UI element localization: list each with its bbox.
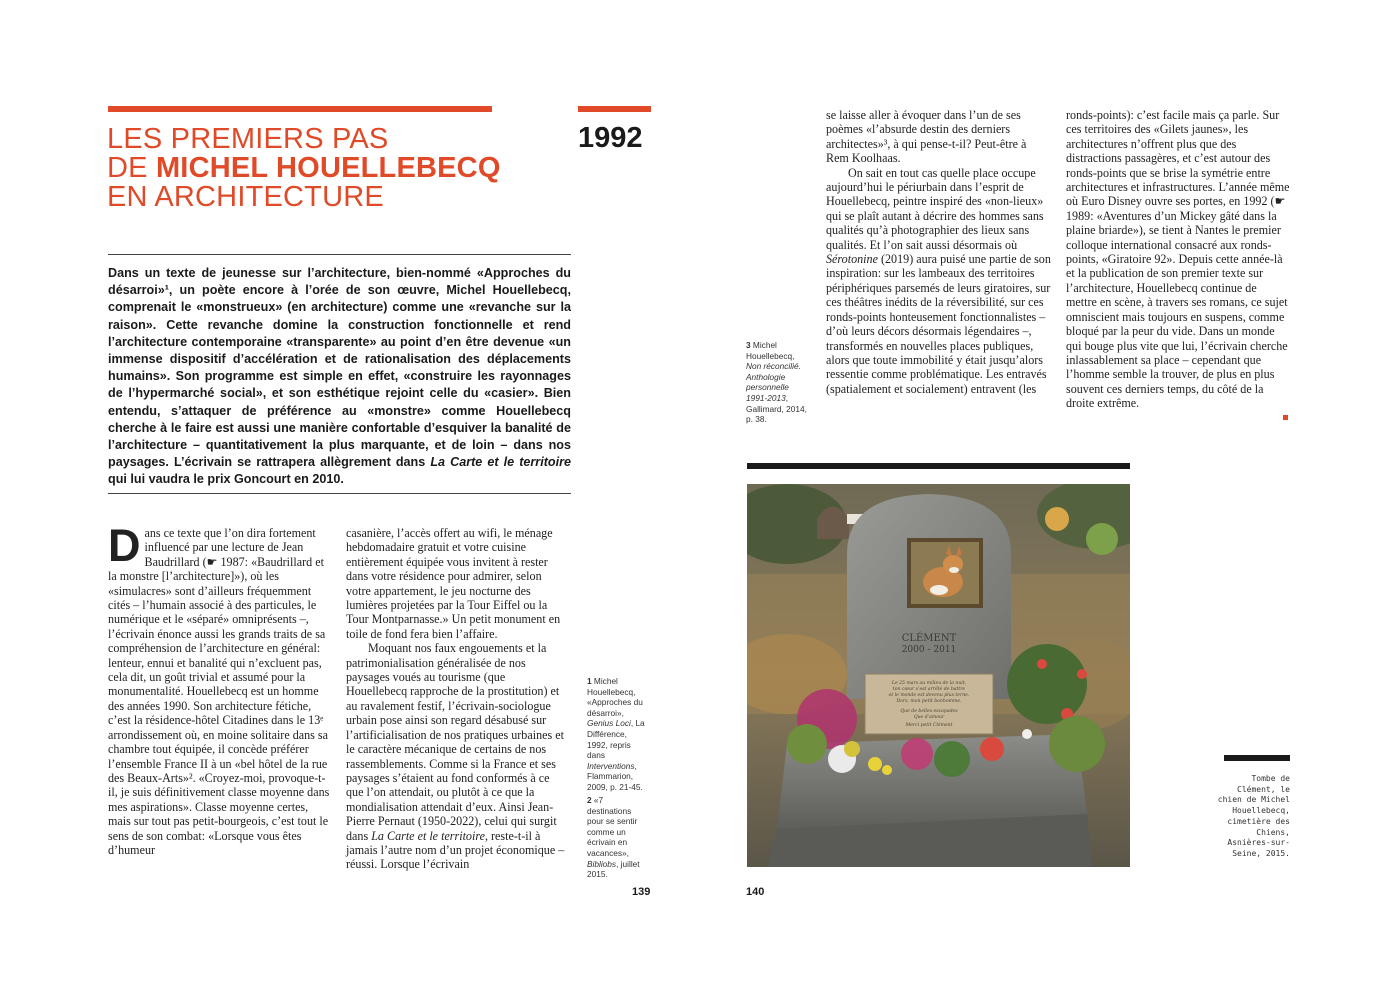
plaque-line-2: ton cœur s’est arrêté de battre	[892, 687, 966, 692]
footnote-2: 2 «7 destinations pour se sentir comme un écrivain en vacances», Bibliobs, juillet 2015.	[587, 795, 640, 880]
plaque-line-1: Le 25 mars au milieu de la nuit,	[891, 681, 967, 686]
title-line-2: DE MICHEL HOUELLEBECQ	[107, 152, 501, 184]
year-label: 1992	[578, 122, 643, 154]
plaque-line-5: Que de belles escapades	[900, 709, 958, 714]
title-line-3: EN ARCHITECTURE	[107, 181, 384, 213]
photo-caption: Tombe de Clément, le chien de Michel Houellebecq, cimetière des Chiens, Asnières-sur-Seine, 2015.	[1217, 774, 1290, 858]
body-column-3: se laisse aller à évoquer dans l’un de ses poèmes «l’absurde destin des derniers architectes»³, à qui pense-t-il? Peut-être à Rem Koolhaas. On sait en tout cas quelle place occupe aujourd’hui le périurbain dans l’esprit de Houellebecq, peintre inspiré des «non-lieux» qui se plaît autant à décrire des hommes sans qualités qu’à photographier des lieux sans qualités. Et l’on sait aussi désormais où Sérotonine (2019) aura puisé une partie de son inspiration: sur les lambeaux des territoires périphériques parsemés de leurs giratoires, sur ces théâtres inédits de la réversibilité, sur ces ronds-points honteusement fonctionnalistes – d’où leurs décors désormais légendaires –, transformés en nouvelles places publiques, alors que toute immobilité y était jusqu’alors ressentie comme problématique. Les entravés (spatialement et socialement) entravent (les	[826, 108, 1051, 396]
page-number-right: 140	[746, 886, 765, 898]
page-title	[107, 125, 527, 212]
plaque-line-6: Que d’amour	[913, 715, 945, 720]
year-rule	[578, 106, 651, 112]
body-column-1: Dans ce texte que l’on dira fortement influencé par une lecture de Jean Baudrillard (☛ 1987: «Baudrillard et la monstre [l’architecture]»), où les «simulacres» sont d’ailleurs fréquemment cités – l’humain associé à des particules, le numérique et le «séparé» omniprésents –, l’écrivain énonce aussi les grands traits de sa compréhension de l’architecture en général: lenteur, ennui et banalité qui n’excluent pas, cela dit, un goût trivial et assumé pour la monumentalité. Houellebecq est un homme des années 1990. Son architecture fétiche, c’est la résidence-hôtel Citadines dans le 13ᵉ arrondissement où, en moine solitaire dans sa chambre tout équipée, il concède préférer l’ensemble France II à un «bel hôtel de la rue des Beaux-Arts»². «Croyez-moi, provoque-t-il, je suis définitivement classe moyenne dans mes aspirations». Classe moyenne certes, mais sur tout pas petit-bourgeois, c’est tout le sens de son combat: «Lorsque vous êtes d’humeur	[108, 520, 330, 857]
author-name: MICHEL HOUELLEBECQ	[155, 152, 501, 184]
photo-rule	[747, 463, 1130, 469]
body-column-4: ronds-points): c’est facile mais ça parle. Sur ces territoires des «Gilets jaunes», les architectures n’offrent plus que des distractions passagères, et c’est autour des ronds-points que se brise la symétrie entre architectures et infrastructures. L’année même où Euro Disney ouvre ses portes, en 1992 (☛ 1989: «Aventures d’un Mickey gâté dans la plaine briarde»), se tient à Nantes le premier colloque international consacré aux ronds-points, «Giratoire 92». Depuis cette année-là et la publication de son premier texte sur l’architecture, Houellebecq continue de mettre en scène, à travers ses romans, ce sujet omniscient mais toujours en suspens, comme bloqué par la peur du vide. Dans un monde qui bouge plus vite que lui, l’écrivain cherche inlassablement sa place – cependant que l’homme semble la trouver, de plus en plus souvent ces derniers temps, du côté de la droite extrême.	[1066, 108, 1290, 411]
title-line-1: LES PREMIERS PAS	[107, 123, 389, 155]
caption-rule	[1224, 755, 1290, 761]
photo-tombstone	[747, 484, 1130, 867]
chapo-top-rule	[108, 254, 571, 255]
tombstone-illustration	[747, 484, 1130, 867]
stone-name: CLÉMENT	[901, 633, 957, 644]
col2-paragraph: Moquant nos faux engouements et la patrimonialisation généralisée de nos paysages voués au tourisme (que Houellebecq rapproche de la prostitution) et au ravalement festif, l’écrivain-sociologue urbain pose ainsi son regard désabusé sur l’artificialisation de nos pratiques urbaines et le caractère mécanique de certains de nos rassemblements. Comme si la France et ses paysages s’étaient au fond conformés à ce que l’on attendait, ou plutôt à ce que la mondialisation attendait d’eux. Ainsi Jean-Pierre Pernaut (1950-2022), celui qui surgit dans La Carte et le territoire, reste-t-il à jamais l’autre nom d’un projet économique – réussi. Lorsque l’écrivain	[346, 641, 565, 872]
plaque-line-3: et le monde est devenu plus terne.	[888, 693, 970, 698]
plaque-line-4: Dors, mon petit bonhomme.	[896, 699, 962, 704]
footnote-1: 1 Michel Houellebecq, «Approches du désarroi», Genius Loci, La Différence, 1992, repris dans Interventions, Flammarion, 2009, p. 21-45.	[587, 676, 645, 792]
chapo: Dans un texte de jeunesse sur l’architecture, bien-nommé «Approches du désarroi»¹, un poète encore à l’orée de son œuvre, Michel Houellebecq, comprenait le «monstrueux» (en architecture) comme une «revanche sur la raison». Cette revanche domine la construction fonctionnelle et rend l’architecture contemporaine «transparente» au point d’en être devenue «un immense dispositif d’accélération et de rationalisation des déplacements humains». Son programme est simple en effet, «construire les rayonnages de l’hypermarché social», et son esthétique rejoint celle du «casier». Bien entendu, s’attaquer de préférence au «monstre» comme Houellebecq cherche à le faire est aussi une manière confortable d’esquiver la banalité de l’architecture – quantitativement la plus marquante, et de loin – dans nos paysages. L’écrivain se rattrapera allègrement dans La Carte et le territoire qui lui vaudra le prix Goncourt en 2010.	[108, 266, 571, 487]
footnote-3: 3 Michel Houellebecq, Non réconcilié. Anthologie personnelle 1991-2013, Gallimard, 2014, p. 38.	[746, 340, 807, 425]
stone-dates: 2000 - 2011	[901, 645, 957, 655]
plaque-line-7: Merci petit Clément	[905, 723, 953, 728]
end-mark	[1283, 415, 1288, 420]
body-column-2: casanière, l’accès offert au wifi, le ménage hebdomadaire gratuit et votre cuisine entièrement équipée vous invitent à rester dans votre résidence pour admirer, selon votre appartement, le jeu nocturne des lumières projetées par la Tour Eiffel ou la Tour Montparnasse.» Un petit monument en toile de fond fera bien l’affaire. Moquant nos faux engouements et la patrimonialisation généralisée de nos paysages voués au tourisme (que Houellebecq rapproche de la prostitution) et au ravalement festif, l’écrivain-sociologue urbain pose ainsi son regard désabusé sur l’artificialisation de nos pratiques urbaines et le caractère mécanique de certains de nos rassemblements. Comme si la France et ses paysages s’étaient au fond conformés à ce que l’on attendait, ou plutôt à ce que la mondialisation attendait d’eux. Ainsi Jean-Pierre Pernaut (1950-2022), celui qui surgit dans La Carte et le territoire, reste-t-il à jamais l’autre nom d’un projet économique – réussi. Lorsque l’écrivain	[346, 526, 569, 872]
col3-paragraph: On sait en tout cas quelle place occupe aujourd’hui le périurbain dans l’esprit de Houellebecq, peintre inspiré des «non-lieux» qui se plaît autant à décrire des hommes sans qualités qu’à photographier des lieux sans qualités. Et l’on sait aussi désormais où Sérotonine (2019) aura puisé une partie de son inspiration: sur les lambeaux des territoires périphériques parsemés de leurs giratoires, sur ces théâtres inédits de la réversibilité, sur ces ronds-points honteusement fonctionnalistes – d’où leurs décors désormais légendaires –, transformés en nouvelles places publiques, alors que toute immobilité y était jusqu’alors ressentie comme problématique. Les entravés (spatialement et socialement) entravent (les	[826, 165, 1051, 396]
page-number-left: 139	[632, 886, 651, 898]
chapo-bottom-rule	[108, 493, 571, 494]
drop-cap: D	[108, 520, 141, 571]
title-rule	[108, 106, 492, 112]
